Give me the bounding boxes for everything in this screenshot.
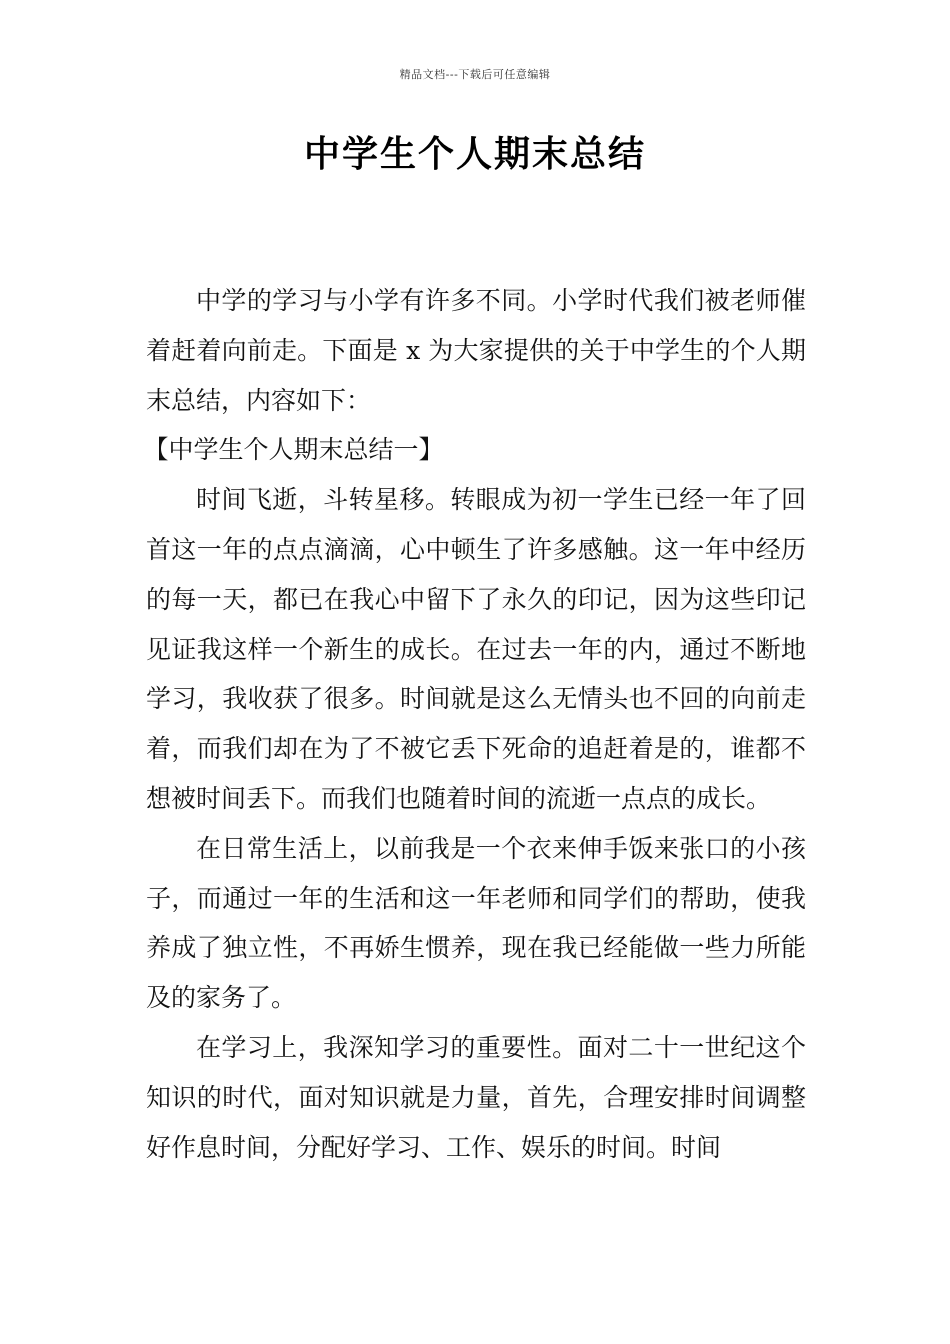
document-title: 中学生个人期末总结 bbox=[303, 133, 646, 175]
section-heading: 【中学生个人期末总结一】 bbox=[143, 435, 444, 465]
header-note: 精品文档---下载后可任意编辑 bbox=[399, 68, 551, 81]
body-paragraph: 时间飞逝，斗转星移。转眼成为初一学生已经一年了回首这一年的点点滴滴，心中顿生了许多感触。这一年中经历的每一天，都已在我心中留下了永久的印记，因为这些印记见证我这样一个新生的成长。在过去一年的内，通过不断地学习，我收获了很多。时间就是这么无情头也不回的向前走着，而我们却在为了不被它丢下死命的追赶着是的，谁都不想被时间丢下。而我们也随着时间的流逝一点点的成长。 bbox=[146, 485, 806, 813]
document-body bbox=[143, 276, 806, 1172]
body-paragraph: 在学习上，我深知学习的重要性。面对二十一世纪这个知识的时代，面对知识就是力量，首先，合理安排时间调整好作息时间，分配好学习、工作、娱乐的时间。时间 bbox=[146, 1032, 806, 1162]
intro-paragraph: 中学的学习与小学有许多不同。小学时代我们被老师催着赶着向前走。下面是 x 为大家提供的关于中学生的个人期末总结，内容如下： bbox=[146, 286, 806, 415]
body-paragraph: 在日常生活上，以前我是一个衣来伸手饭来张口的小孩子，而通过一年的生活和这一年老师和同学们的帮助，使我养成了独立性，不再娇生惯养，现在我已经能做一些力所能及的家务了。 bbox=[146, 833, 806, 1013]
